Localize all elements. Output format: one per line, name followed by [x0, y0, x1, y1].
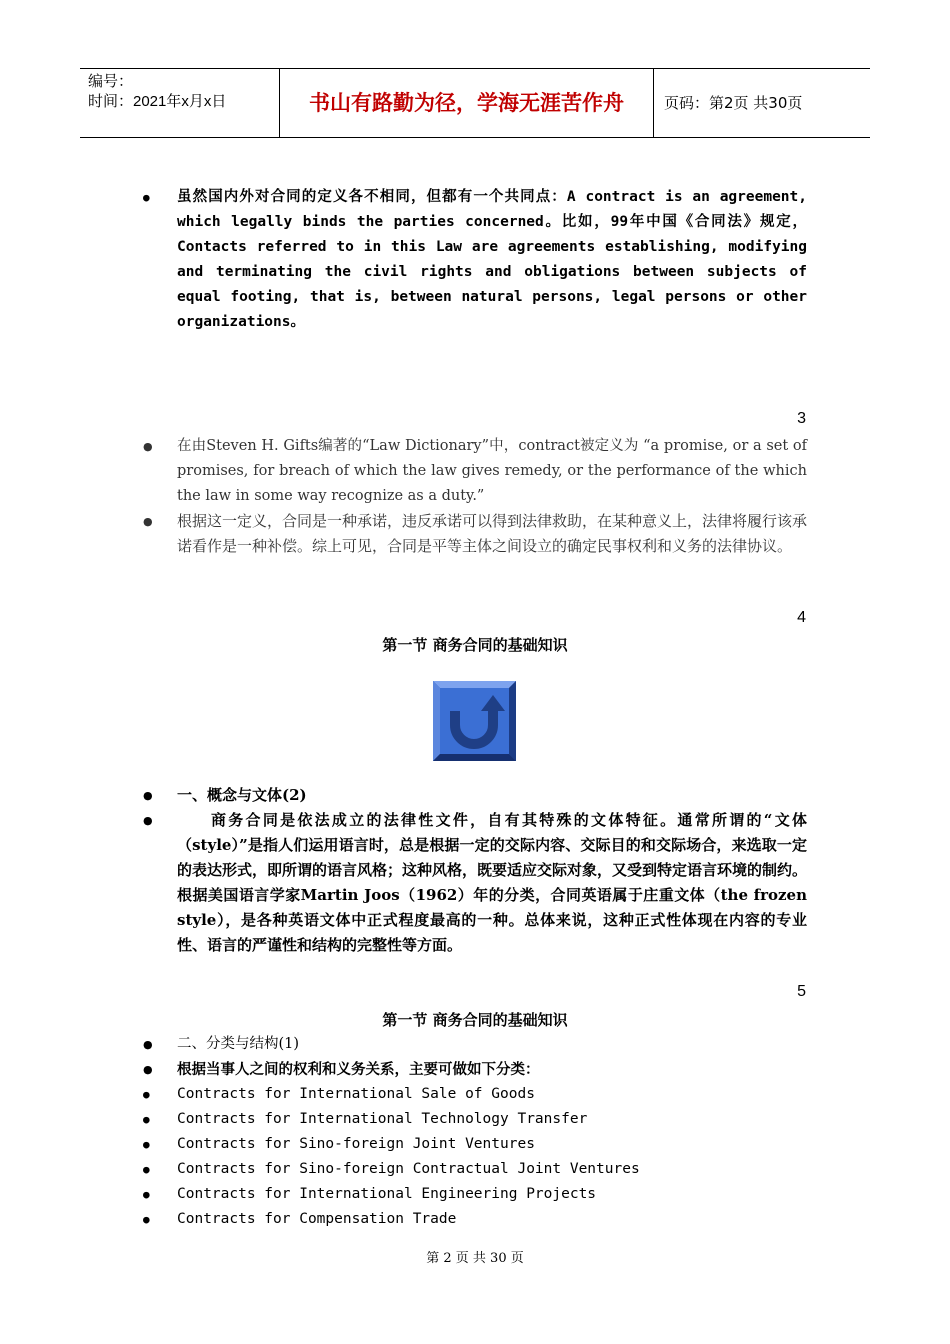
bullet-icon: ●	[143, 1088, 150, 1101]
u-turn-arrow-icon	[433, 681, 516, 761]
law-dictionary-paragraph: 在由Steven H. Gifts编著的“Law Dictionary”中，contract被定义为 “a promise, or a set of promises, for breach of which the law gives remedy, or the performance of the which the law in some way recognize as a duty.”	[177, 438, 807, 504]
contract-type: Contracts for Sino-foreign Contractual Joint Ventures	[177, 1161, 640, 1177]
contract-type: Contracts for International Sale of Goods	[177, 1086, 535, 1102]
definition-summary-paragraph: 根据这一定义，合同是一种承诺，违反承诺可以得到法律救助，在某种意义上，法律将履行该承诺看作是一种补偿。综上可见，合同是平等主体之间设立的确定民事权利和义务的法律协议。	[177, 512, 808, 555]
contract-type: Contracts for Compensation Trade	[177, 1211, 457, 1227]
list-item	[143, 808, 808, 958]
bullet-icon: ●	[143, 440, 153, 453]
bullet-icon: ●	[143, 1138, 150, 1151]
slide-number: 4	[797, 609, 806, 626]
page-footer: 第 2 页 共 30 页	[426, 1251, 524, 1266]
list-item	[143, 1132, 807, 1157]
list-item	[143, 1107, 807, 1132]
slide-number: 3	[797, 410, 806, 427]
classification-heading: 二、分类与结构(1)	[177, 1036, 300, 1052]
contract-type: Contracts for Sino-foreign Joint Ventures	[177, 1136, 535, 1152]
list-item	[143, 509, 808, 559]
bullet-icon: ●	[143, 814, 153, 827]
concept-style-heading: 一、概念与文体(2)	[177, 786, 307, 804]
bullet-icon: ●	[143, 1038, 153, 1051]
list-item	[143, 1182, 807, 1207]
bullet-icon: ●	[143, 1213, 150, 1226]
bullet-icon: ●	[143, 789, 153, 802]
bullet-icon: ●	[143, 1188, 150, 1201]
doc-number-label: 编号：	[88, 73, 134, 90]
contract-definition-paragraph: 虽然国内外对合同的定义各不相同，但都有一个共同点：A contract is an agreement, which legally binds the parties concerned。比如，99年中国《合同法》规定，Contacts referred to in this Law are agreements establishing, modifying and terminating the civil rights and obligations between subjects of equal footing, that is, between natural persons, legal persons or other organizations。	[177, 189, 807, 330]
date-label: 时间：2021年x月x日	[88, 93, 227, 110]
bullet-icon: ●	[143, 515, 153, 528]
header-page-info: 页码：第2页 共30页	[664, 94, 803, 112]
header-meta	[80, 69, 280, 137]
list-item	[143, 1032, 807, 1057]
list-item	[143, 783, 807, 808]
list-item	[143, 1082, 807, 1107]
list-item	[143, 434, 807, 509]
section-title: 第一节 商务合同的基础知识	[382, 1011, 568, 1029]
bullet-icon: ●	[143, 1113, 150, 1126]
list-item	[143, 185, 807, 335]
bullet-icon: ●	[143, 1163, 150, 1176]
bullet-icon: ●	[143, 1063, 153, 1076]
contract-type: Contracts for International Technology Transfer	[177, 1111, 588, 1127]
list-item	[143, 1057, 807, 1082]
contract-type: Contracts for International Engineering Projects	[177, 1186, 597, 1202]
section-title: 第一节 商务合同的基础知识	[382, 636, 568, 654]
slide-number: 5	[797, 983, 806, 1000]
bullet-icon: ●	[143, 191, 150, 204]
page-header	[80, 68, 870, 138]
style-paragraph: 商务合同是依法成立的法律性文件，自有其特殊的文体特征。通常所谓的“文体（style）”是指人们运用语言时，总是根据一定的交际内容、交际目的和交际场合，来选取一定的表达形式，即所谓的语言风格；这种风格，既要适应交际对象，又受到特定语言环境的制约。根据美国语言学家Martin Joos（1962）年的分类，合同英语属于庄重文体（the frozen style），是各种英语文体中正式程度最高的一种。总体来说，这种正式性体现在内容的专业性、语言的严谨性和结构的完整性等方面。	[177, 811, 808, 954]
list-item	[143, 1207, 807, 1232]
header-motto: 书山有路勤为径，学海无涯苦作舟	[280, 69, 654, 137]
classification-intro: 根据当事人之间的权利和义务关系，主要可做如下分类：	[177, 1061, 540, 1078]
list-item	[143, 1157, 807, 1182]
return-button[interactable]	[433, 681, 516, 761]
